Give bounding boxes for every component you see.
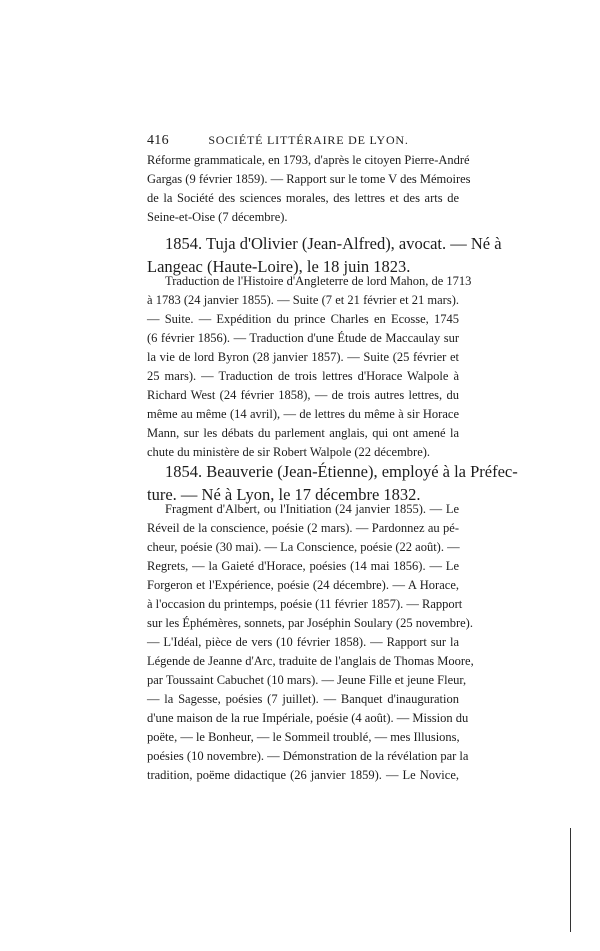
heading-line: Langeac (Haute-Loire), le 18 juin 1823. — [147, 257, 411, 276]
intro-paragraph — [147, 151, 471, 227]
text-line: poésies (10 novembre). — Démonstration de la révélation par la — [147, 749, 469, 763]
text-line: Réveil de la conscience, poésie (2 mars). — Pardonnez au pé- — [147, 521, 459, 535]
text-line: tradition, poëme didactique (26 janvier 1859). — Le Novice, — [147, 768, 459, 782]
text-line: Légende de Jeanne d'Arc, traduite de l'anglais de Thomas Moore, — [147, 654, 474, 668]
running-header — [147, 133, 447, 149]
text-line: (6 février 1856). — Traduction d'une Étude de Maccaulay sur — [147, 331, 459, 345]
page-edge-mark — [570, 828, 571, 932]
text-line: Richard West (24 février 1858), — de trois autres lettres, du — [147, 388, 459, 402]
text-line: Réforme grammaticale, en 1793, d'après le citoyen Pierre-André — [147, 153, 470, 167]
page-number: 416 — [147, 133, 169, 148]
text-line: 25 mars). — Traduction de trois lettres d'Horace Walpole à — [147, 369, 459, 383]
text-line: — Suite. — Expédition du prince Charles en Ecosse, 1745 — [147, 312, 459, 326]
text-line: — L'Idéal, pièce de vers (10 février 1858). — Rapport sur la — [147, 635, 459, 649]
text-line: à l'occasion du printemps, poésie (11 février 1857). — Rapport — [147, 597, 463, 611]
heading-line: ture. — Né à Lyon, le 17 décembre 1832. — [147, 485, 421, 504]
text-line: à 1783 (24 janvier 1855). — Suite (7 et 21 février et 21 mars). — [147, 293, 459, 307]
text-line: la vie de lord Byron (28 janvier 1857). — Suite (25 février et — [147, 350, 459, 364]
text-line: de la Société des sciences morales, des lettres et des arts de — [147, 191, 459, 205]
text-line: sur les Éphémères, sonnets, par Joséphin Soulary (25 novembre). — [147, 616, 473, 630]
text-line: d'une maison de la rue Impériale, poésie (4 août). — Mission du — [147, 711, 469, 725]
text-line: cheur, poésie (30 mai). — La Conscience, poésie (22 août). — — [147, 540, 460, 554]
heading-line: 1854. Tuja d'Olivier (Jean-Alfred), avocat. — Né à — [165, 234, 502, 253]
member-entry-works — [147, 500, 474, 785]
running-title: SOCIÉTÉ LITTÉRAIRE DE LYON. — [208, 133, 409, 147]
text-line: même au même (14 avril), — de lettres du même à sir Horace — [147, 407, 459, 421]
text-line: par Toussaint Cabuchet (10 mars). — Jeune Fille et jeune Fleur, — [147, 673, 467, 687]
text-line: Traduction de l'Histoire d'Angleterre de lord Mahon, de 1713 — [165, 274, 472, 288]
text-line: Fragment d'Albert, ou l'Initiation (24 janvier 1855). — Le — [165, 502, 459, 516]
member-entry-works — [147, 272, 472, 462]
text-line: Seine-et-Oise (7 décembre). — [147, 210, 288, 224]
text-line: Regrets, — la Gaieté d'Horace, poésies (14 mai 1856). — Le — [147, 559, 459, 573]
text-line: chute du ministère de sir Robert Walpole (22 décembre). — [147, 445, 431, 459]
text-line: Gargas (9 février 1859). — Rapport sur le tome V des Mémoires — [147, 172, 471, 186]
text-line: Forgeron et l'Expérience, poésie (24 décembre). — A Horace, — [147, 578, 459, 592]
text-line: Mann, sur les débats du parlement anglais, qui ont amené la — [147, 426, 459, 440]
heading-line: 1854. Beauverie (Jean-Étienne), employé à la Préfec- — [165, 462, 518, 481]
text-line: — la Sagesse, poésies (7 juillet). — Banquet d'inauguration — [147, 692, 459, 706]
text-line: poëte, — le Bonheur, — le Sommeil troublé, — mes Illusions, — [147, 730, 460, 744]
